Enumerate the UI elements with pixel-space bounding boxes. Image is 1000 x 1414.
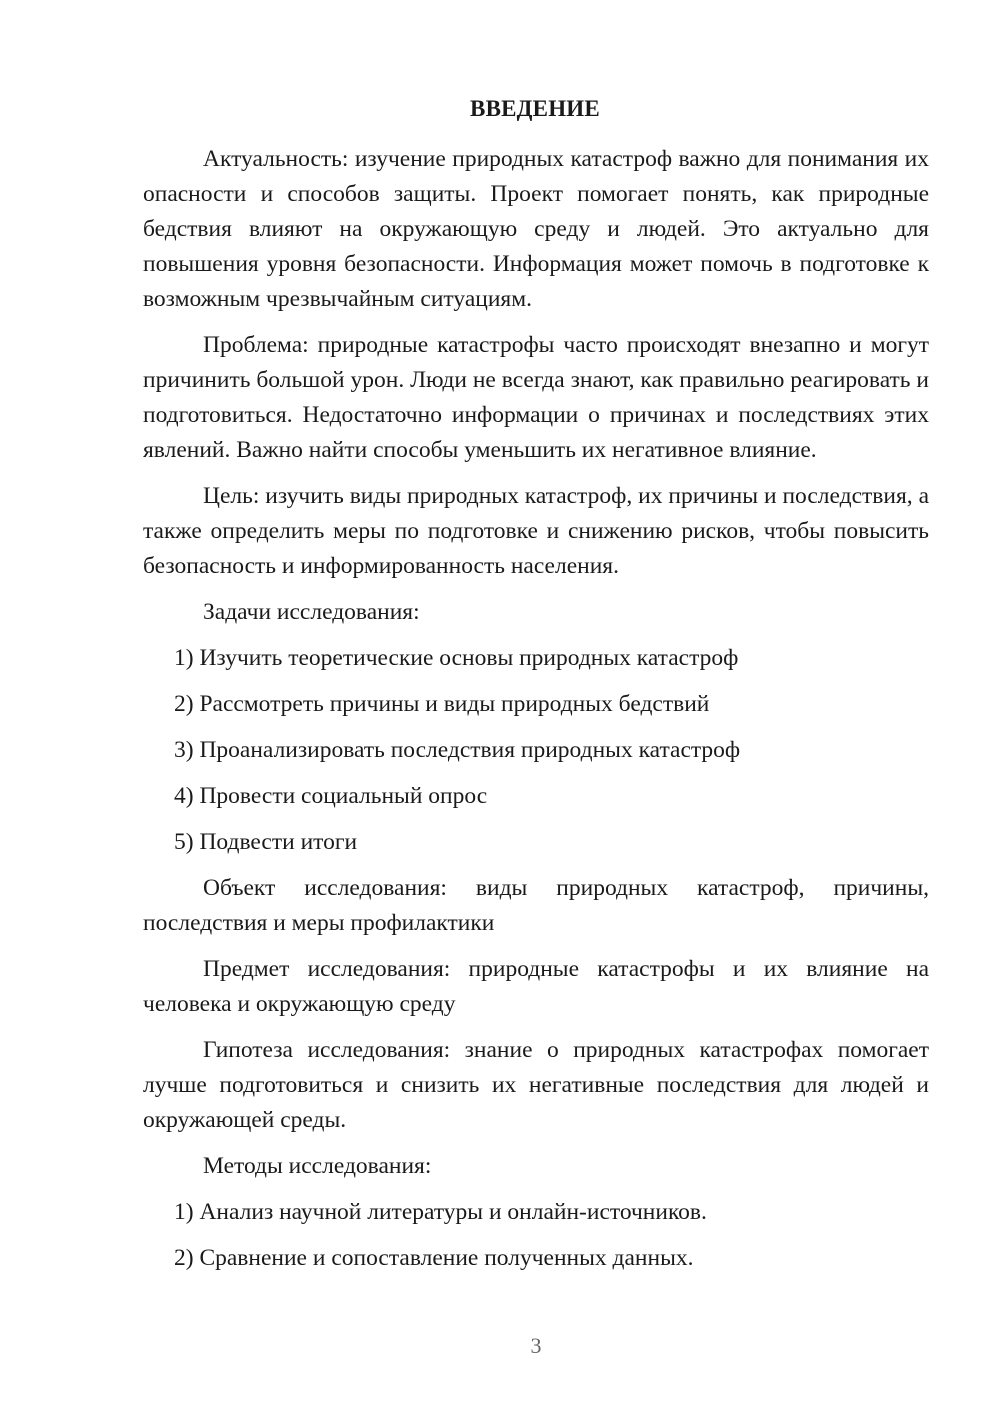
problem-paragraph: Проблема: природные катастрофы часто происходят внезапно и могут причинить большой урон. Люди не всегда знают, как правильно реагировать и подготовиться. Недостаточно информации о причинах и последствиях этих явлений. Важно найти способы уменьшить их негативное влияние. [143, 332, 929, 463]
body-text [143, 142, 929, 1287]
relevance-paragraph: Актуальность: изучение природных катастроф важно для понимания их опасности и способов защиты. Проект помогает понять, как природные бедствия влияют на окружающую среду и людей. Это актуально для повышения уровня безопасности. Информация может помочь в подготовке к возможным чрезвычайным ситуациям. [143, 146, 929, 312]
list-item: 5) Подвести итоги [174, 829, 358, 855]
object-paragraph: Объект исследования: виды природных катастроф, причины, последствия и меры профилактики [143, 875, 929, 936]
list-item: 1) Изучить теоретические основы природных катастроф [174, 645, 739, 671]
tasks-title: Задачи исследования: [203, 599, 420, 625]
hypothesis-paragraph: Гипотеза исследования: знание о природных катастрофах помогает лучше подготовиться и снизить их негативные последствия для людей и окружающей среды. [143, 1037, 929, 1133]
list-item: 3) Проанализировать последствия природных катастроф [174, 737, 741, 763]
methods-list [143, 1195, 929, 1276]
list-item: 2) Сравнение и сопоставление полученных данных. [174, 1245, 694, 1271]
methods-title: Методы исследования: [203, 1153, 432, 1179]
page-number: 3 [530, 1333, 542, 1358]
section-heading: ВВЕДЕНИЕ [470, 96, 600, 121]
list-item: 2) Рассмотреть причины и виды природных бедствий [174, 691, 710, 717]
tasks-list [143, 641, 929, 860]
subject-paragraph: Предмет исследования: природные катастрофы и их влияние на человека и окружающую среду [143, 956, 929, 1017]
list-item: 1) Анализ научной литературы и онлайн-источников. [174, 1199, 707, 1225]
goal-paragraph: Цель: изучить виды природных катастроф, их причины и последствия, а также определить меры по подготовке и снижению рисков, чтобы повысить безопасность и информированность населения. [143, 483, 929, 579]
list-item: 4) Провести социальный опрос [174, 783, 488, 809]
